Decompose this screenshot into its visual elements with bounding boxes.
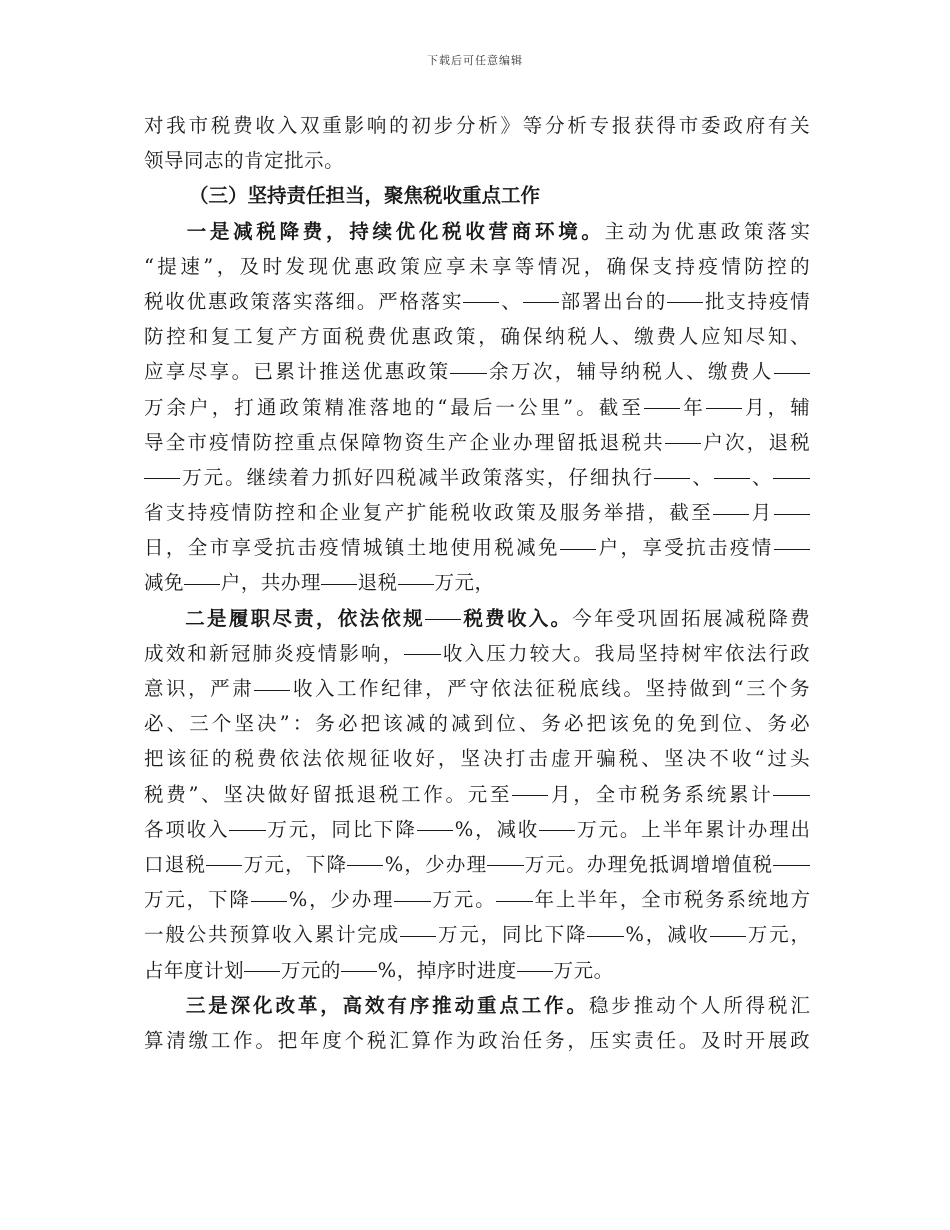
text-line: 一 般 公 共 预 算 收 入 累 计 完 成 万 元 ， 同 比 下 降 % ， 减 收 万 元 ， [144,917,810,952]
text-line: 必 、 三 个 坚 决 ” ： 务 必 把 该 减 的 减 到 位 、 务 必 把 该 免 的 免 到 位 、 务 必 [144,712,810,736]
text-line: 占 年 度 计 划 万 元 的 % ， 掉 序 时 进 度 万 元 。 [144,953,810,988]
paragraph-1 [144,108,810,178]
text-line: 三 是 深 化 改 革 ， 高 效 有 序 推 动 重 点 工 作 。 稳 步 推 动 个 人 所 得 税 汇 [185,993,810,1017]
text-line: 万 元 。 继 续 着 力 抓 好 四 税 减 半 政 策 落 实 ， 仔 细 执 行 、 、 [144,460,810,495]
text-line: 防 控 和 复 工 复 产 方 面 税 费 优 惠 政 策 ， 确 保 纳 税 人 、 缴 费 人 应 知 尽 知 、 [144,325,810,349]
text-line: “ 提 速 ” ， 及 时 发 现 优 惠 政 策 应 享 未 享 等 情 况 ， 确 保 支 持 疫 情 防 控 的 [144,254,810,278]
text-line: 应 享 尽 享 。 已 累 计 推 送 优 惠 政 策 余 万 次 ， 辅 导 纳 税 人 、 缴 费 人 [144,354,810,389]
text-line: 算 清 缴 工 作 。 把 年 度 个 税 汇 算 作 为 政 治 任 务 ， 压 实 责 任 。 及 时 开 展 政 [144,1028,810,1052]
text-line: 领 导 同 志 的 肯 定 批 示 。 [144,149,344,173]
section-heading: （三）坚持责任担当，聚焦税收重点工作 [189,184,541,208]
paragraph-duty [144,601,810,988]
text-line: 省 支 持 疫 情 防 控 和 企 业 复 产 扩 能 税 收 政 策 及 服 务 举 措 ， 截 至 月 [144,495,810,530]
text-line: 把 该 征 的 税 费 依 法 依 规 征 收 好 ， 坚 决 打 击 虚 开 骗 税 、 坚 决 不 收 “ 过 头 [144,747,810,771]
text-line: 二 是 履 职 尽 责 ， 依 法 依 规 税 费 收 入 。 今 年 受 巩 固 拓 展 减 税 降 费 [144,601,810,636]
text-line: 税 费 ” 、 坚 决 做 好 留 抵 退 税 工 作 。 元 至 月 ， 全 市 税 务 系 统 累 计 [144,777,810,812]
text-line: 一 是 减 税 降 费 ， 持 续 优 化 税 收 营 商 环 境 。 主 动 为 优 惠 政 策 落 实 [186,219,810,243]
text-line: 成 效 和 新 冠 肺 炎 疫 情 影 响 ， 收 入 压 力 较 大 。 我 局 坚 持 树 牢 依 法 行 政 [144,636,810,671]
text-line: 税 收 优 惠 政 策 落 实 落 细 。 严 格 落 实 、 部 署 出 台 的 批 支 持 疫 情 [144,284,810,319]
text-line: 对 我 市 税 费 收 入 双 重 影 响 的 初 步 分 析 》 等 分 析 专 报 获 得 市 委 政 府 有 关 [144,114,810,137]
page-header: 下载后可任意编辑 [427,54,523,67]
text-line: 口 退 税 万 元 ， 下 降 % ， 少 办 理 万 元 。 办 理 免 抵 调 增 增 值 税 [144,847,810,882]
text-line: 意 识 ， 严 肃 收 入 工 作 纪 律 ， 严 守 依 法 征 税 底 线 。 坚 持 做 到 “ 三 个 务 [144,671,810,706]
text-line: 万 余 户 ， 打 通 政 策 精 准 落 地 的 “ 最 后 一 公 里 ” 。 截 至 年 月 ， 辅 [144,390,810,425]
text-line: 万 元 ， 下 降 % ， 少 办 理 万 元 。 年 上 半 年 ， 全 市 税 务 系 统 地 方 [144,882,810,917]
text-line: 导 全 市 疫 情 防 控 重 点 保 障 物 资 生 产 企 业 办 理 留 抵 退 税 共 户 次 ， 退 税 [144,425,810,460]
paragraph-reduce-tax [144,214,810,601]
text-line: 减 免 户 ， 共 办 理 退 税 万 元 ， [144,565,810,600]
text-line: 日 ， 全 市 享 受 抗 击 疫 情 城 镇 土 地 使 用 税 减 免 户 ， 享 受 抗 击 疫 情 [144,530,810,565]
document-body [144,108,810,1058]
paragraph-reform [144,988,810,1058]
text-line: 各 项 收 入 万 元 ， 同 比 下 降 % ， 减 收 万 元 。 上 半 年 累 计 办 理 出 [144,812,810,847]
